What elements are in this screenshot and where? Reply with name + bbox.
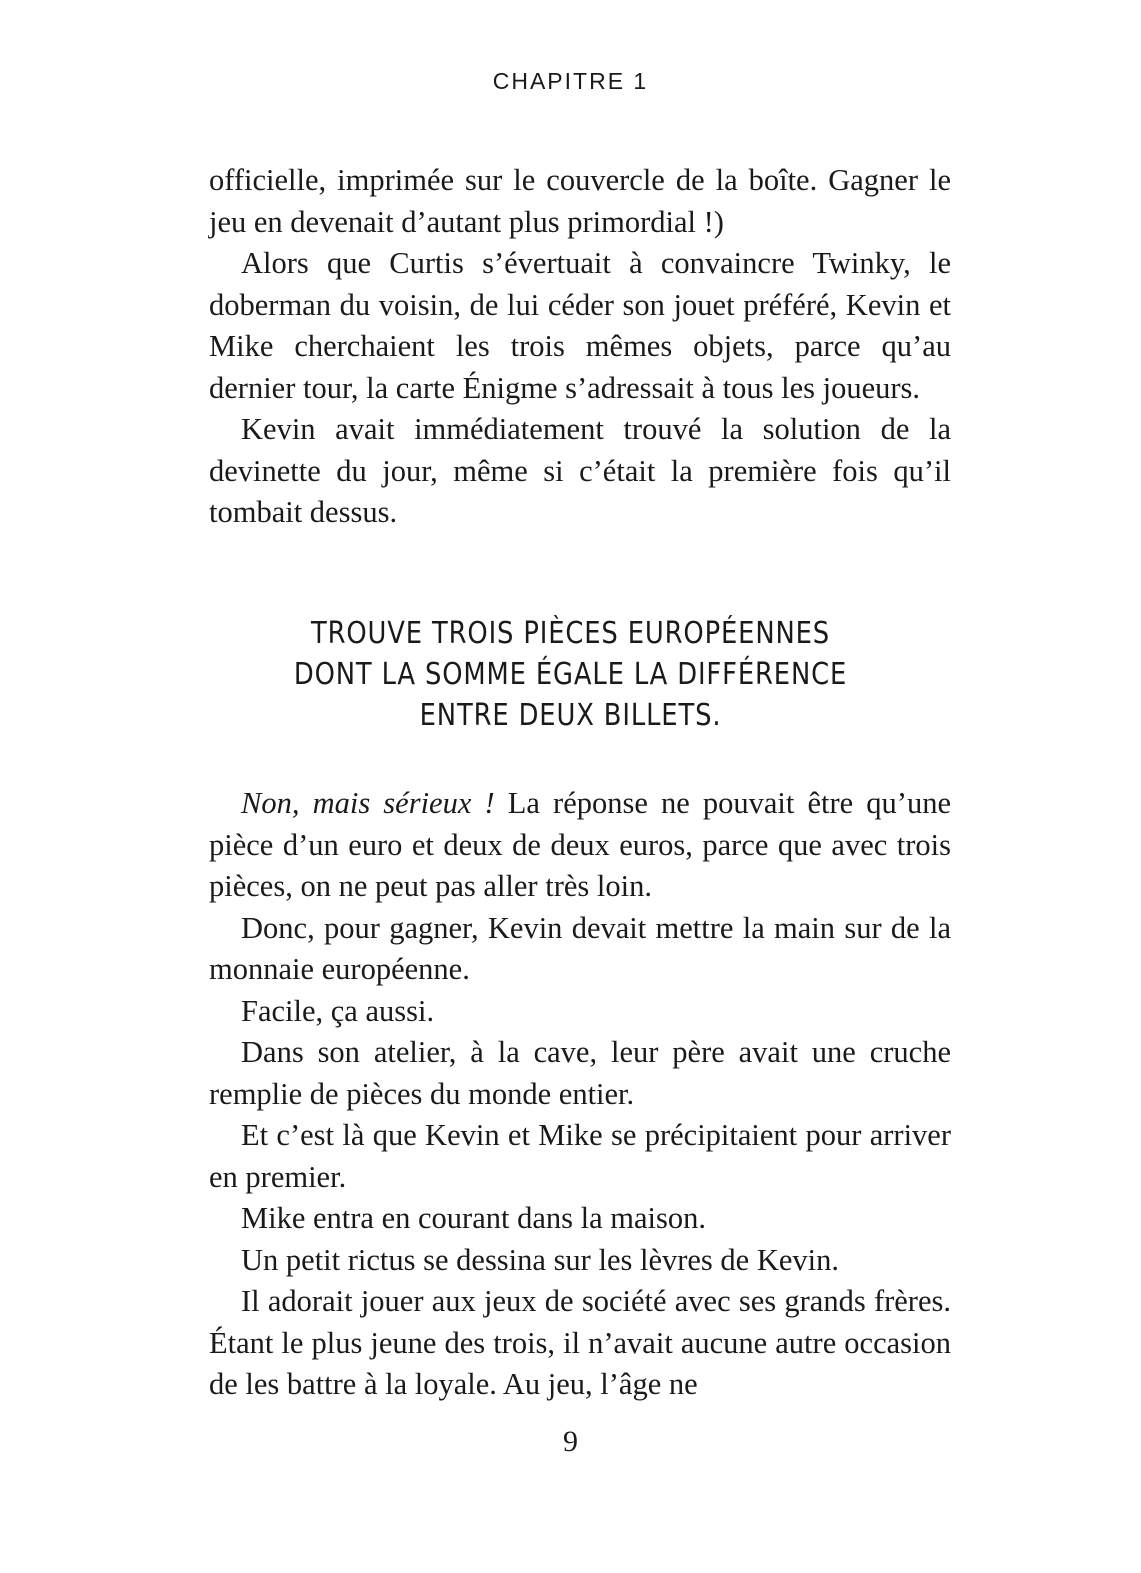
paragraph: Il adorait jouer aux jeux de société avec ses grands frères. Étant le plus jeune des trois, il n’avait aucune autre occasion de les battre à la loyale. Au jeu, l’âge ne xyxy=(209,1284,951,1401)
riddle-line: DONT LA SOMME ÉGALE LA DIFFÉRENCE xyxy=(293,657,848,692)
paragraph-text: La réponse ne pouvait être qu’une pièce d’un euro et deux de deux euros, parce que avec trois pièces, on ne peut pas aller très loin. xyxy=(209,786,951,903)
riddle-line: TROUVE TROIS PIÈCES EUROPÉENNES xyxy=(310,616,831,651)
italic-exclamation: Non, mais sérieux ! xyxy=(241,786,495,820)
paragraph: Mike entra en courant dans la maison. xyxy=(241,1201,706,1235)
page-number: 9 xyxy=(563,1425,578,1458)
paragraph: Et c’est là que Kevin et Mike se précipitaient pour arriver en premier. xyxy=(209,1118,951,1194)
paragraph: Donc, pour gagner, Kevin devait mettre la main sur de la monnaie européenne. xyxy=(209,910,951,986)
paragraph: Un petit rictus se dessina sur les lèvres de Kevin. xyxy=(241,1242,839,1277)
text-block-top xyxy=(209,160,951,534)
paragraph-continued: officielle, imprimée sur le couvercle de la boîte. Gagner le jeu en devenait d’autant plus primordial !) xyxy=(209,163,951,239)
paragraph: Dans son atelier, à la cave, leur père avait une cruche remplie de pièces du monde entier. xyxy=(209,1035,951,1111)
paragraph: Kevin avait immédiatement trouvé la solution de la devinette du jour, même si c’était la première fois qu’il tombait dessus. xyxy=(209,412,951,529)
paragraph: Alors que Curtis s’évertuait à convaincre Twinky, le doberman du voisin, de lui céder son jouet préféré, Kevin et Mike cherchaient les trois mêmes objets, parce qu’au dernier tour, la carte Énigme s’adressait à tous les joueurs. xyxy=(209,246,951,405)
riddle-line: ENTRE DEUX BILLETS. xyxy=(419,698,722,733)
riddle-card-text xyxy=(80,613,1061,736)
text-block-bottom xyxy=(209,783,951,1406)
running-head: CHAPITRE 1 xyxy=(492,68,649,94)
paragraph: Facile, ça aussi. xyxy=(241,993,435,1028)
paragraph xyxy=(209,783,951,908)
